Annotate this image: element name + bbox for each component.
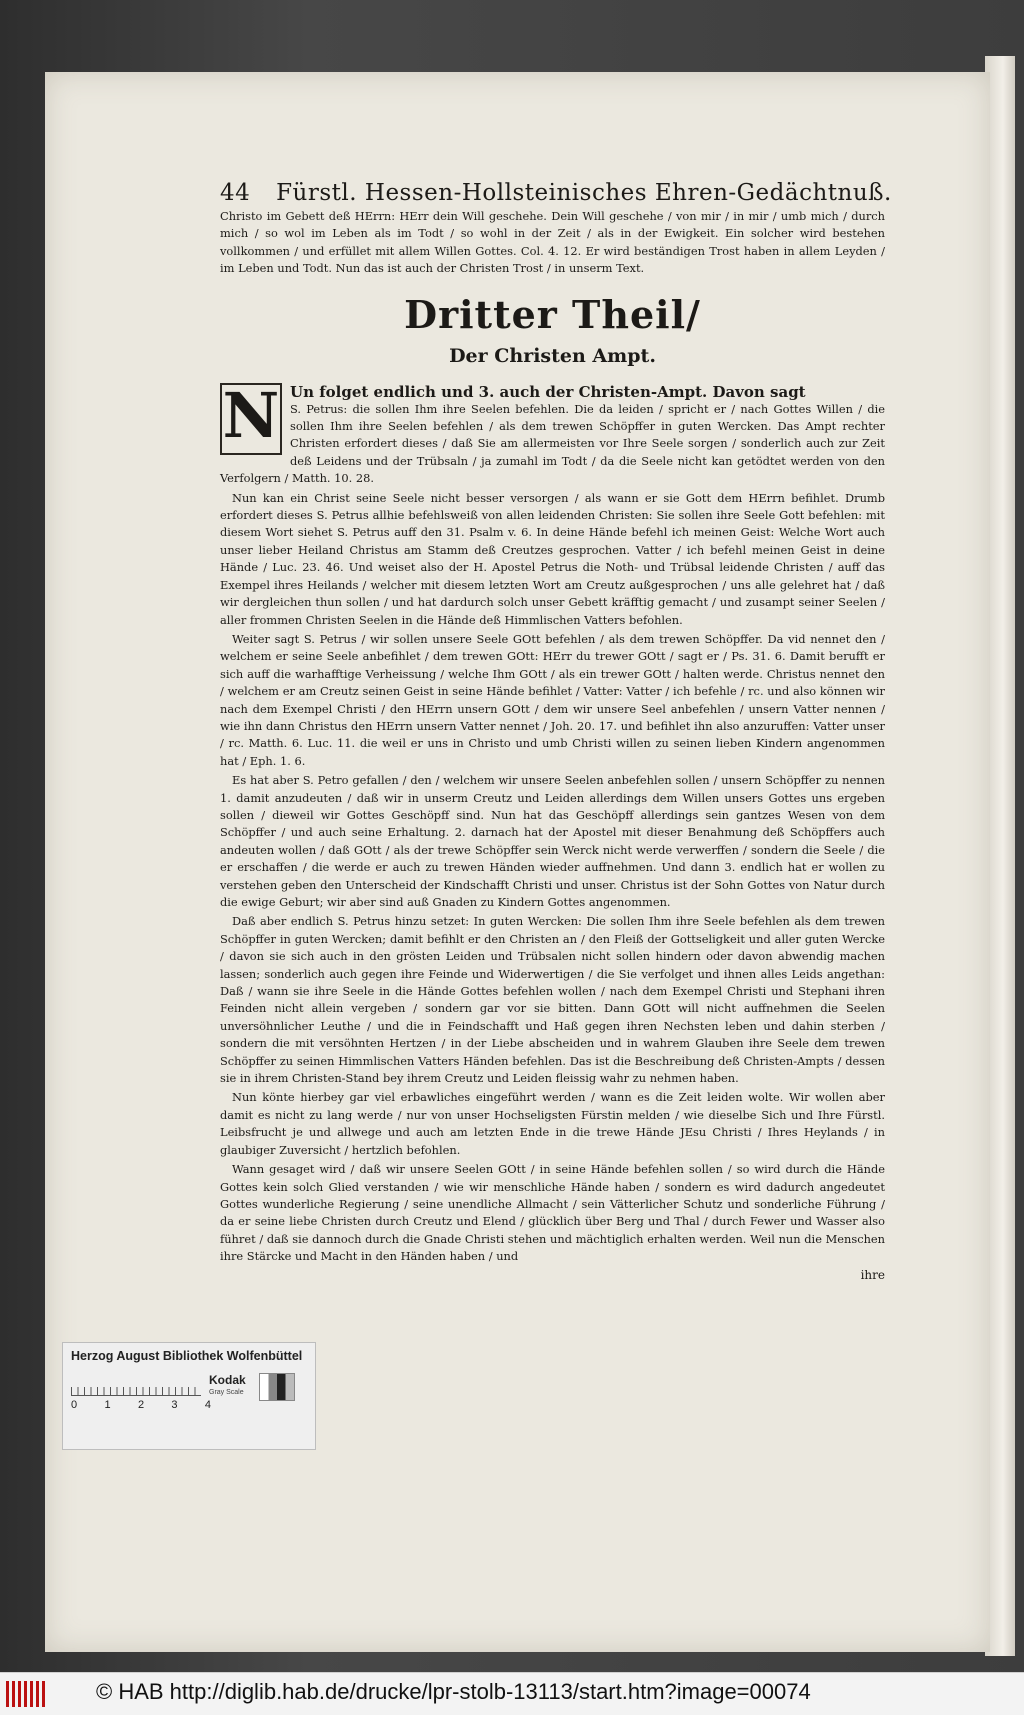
kodak-logo: Kodak <box>209 1373 246 1387</box>
paragraph: Nun könte hierbey gar viel erbawliches eingeführt werden / wann es die Zeit leiden wolte. Wir wollen aber damit es nicht zu lang werde / nur von unser Hochseligsten Fürstin melden / wie dieselbe Sich und Ihre Fürstl. Leibsfrucht je und allwege und auch am letzten Ende in die trewe Hände JEsu Christi / Ihres Heylands / in glaubiger Zuversicht / hertzlich befohlen. <box>220 1090 885 1157</box>
first-paragraph-text: S. Petrus: die sollen Ihm ihre Seelen befehlen. Die da leiden / spricht er / nach Gottes Willen / die sollen Ihm ihre Seelen befehlen / als dem trewen Schöpffer in guten Wercken. Das Ampt rechter Christen erfordert dieses / daß Sie am allermeisten vor Ihre Seele sorgen / sonderlich auch zur Zeit deß Leidens und der Trübsaln / ja zumahl im Todt / da die Seele nicht kan getödtet werden von den Verfolgern / Matth. 10. 28. <box>220 401 885 486</box>
section-subtitle: Der Christen Ampt. <box>449 344 656 367</box>
first-paragraph <box>220 378 885 488</box>
first-line: Un folget endlich und 3. auch der Christen-Ampt. Davon sagt <box>290 382 806 401</box>
page-number: 44 <box>220 180 251 206</box>
ruler-number: 3 <box>171 1399 178 1411</box>
ruler-number: 4 <box>204 1399 211 1411</box>
gray-scale-label: Gray Scale <box>209 1389 244 1396</box>
color-calibration-card <box>62 1342 316 1450</box>
text-block <box>220 180 892 1282</box>
ruler-number: 0 <box>71 1399 78 1411</box>
paragraph: Wann gesaget wird / daß wir unsere Seelen GOtt / in seine Hände befehlen sollen / so wird durch die Hände Gottes kein solch Glied verstanden / wie wir menschliche Hände haben / sondern es wird dadurch angedeutet Gottes wunderliche Regierung / seine unendliche Allmacht / sein Vätterlicher Schutz und sonderliche Führung / da er seine liebe Christen durch Creutz und Elend / glücklich über Berg und Thal / durch Fewer und Wasser also führet / daß sie dannoch durch die Gnade Christi stehen und mächtiglich erhalten werden. Weil nun die Menschen ihre Stärcke und Macht in den Händen haben / und <box>220 1162 885 1264</box>
scale-ruler <box>71 1377 201 1396</box>
library-name: Herzog August Bibliothek Wolfenbüttel <box>71 1349 303 1363</box>
catchword: ihre <box>860 1267 885 1282</box>
running-head-title: Fürstl. Hessen-Hollsteinisches Ehren-Gedächtnuß. <box>276 180 892 206</box>
section-title: Dritter Theil/ <box>404 291 701 337</box>
hab-logo-icon <box>6 1681 46 1707</box>
ruler-numbers <box>71 1399 211 1411</box>
paragraph: Es hat aber S. Petro gefallen / den / welchem wir unsere Seelen anbefehlen sollen / unsern Schöpffer zu nennen 1. damit anzudeuten / daß wir in unserm Creutz und Leiden allerdings dem Willen unsers Gottes uns ergeben sollen / dieweil wir Gottes Geschöpff sind. Nun hat das Geschöpff allerdings sein gantzes Wesen von dem Schöpffer / und auch seine Erhaltung. 2. darnach hat der Apostel mit dieser Benahmung deß Schöpffers auch andeuten wollen / daß GOtt / als der trewe Schöpffer sein Werck nicht werde verwerffen / sondern die Seele / die er erschaffen / die werde er auch zu trewen Händen wieder auffnehmen. Und dann 3. endlich hat er wollen zu verstehen geben den Unterscheid der Kindschafft Christi und unser. Christus ist der Sohn Gottes von Natur durch die ewige Geburt; wir aber sind auß Gnaden zu Kindern Gottes angenommen. <box>220 773 885 909</box>
ruler-number: 1 <box>104 1399 111 1411</box>
running-head <box>220 180 892 206</box>
gray-scale-swatch <box>259 1373 295 1401</box>
ruler-number: 2 <box>137 1399 145 1411</box>
paragraph: Nun kan ein Christ seine Seele nicht besser versorgen / als wann er sie Gott dem HErrn befihlet. Drumb erfordert dieses S. Petrus allhie befehlsweiß von allen leidenden Christen: Sie sollen ihre Seele Gott befehlen: mit diesem Wort siehet S. Petrus auff den 31. Psalm v. 6. In deine Hände befehl ich meinen Geist: Welche Wort auch unser lieber Heiland Christus am Stamm deß Creutzes gesprochen. Vatter / ich befehl meinen Geist in deine Hände / Luc. 23. 46. Und weiset also der H. Apostel Petrus die Noth- und Trübsal leidende Christen / auff das Exempel ihres Heilands / welcher mit diesem letzten Wort am Creutz außgesprochen / uns alle gelehret hat / daß wir dergleichen thun sollen / und hat dardurch solch unser Gebett kräfftig gemacht / und zusampt seiner Seelen / aller frommen Christen Seelen in die Hände deß Himmlischen Vatters befohlen. <box>220 490 885 627</box>
paragraph: Weiter sagt S. Petrus / wir sollen unsere Seele GOtt befehlen / als dem trewen Schöpffer. Da vid nennet den / welchem er seine Seele anbefihlet / dem trewen GOtt: HErr du trewer GOtt / sagt er / Ps. 31. 6. Damit berufft er sich auff die warhafftige Verheissung / welche Ihm GOtt / als ein trewer GOtt / halten werde. Christus nennet den / welchem er am Creutz seinen Geist in seine Hände befihlet / Vatter: Vatter / ich befehle / rc. und also können wir nach dem Exempel Christi / den HErrn unsern GOtt / dem wir unsere Seel anbefehlen / unsern Vatter nennen / wie ihn dann Christus den HErrn unsern Vatter nennet / Joh. 20. 17. und befihlet ihn also anzuruffen: Vatter unser / rc. Matth. 6. Luc. 11. die weil er uns in Christo und umb Christi willen zu seinen lieben Kindern angenommen hat / Eph. 1. 6. <box>220 631 885 768</box>
decorated-initial: N <box>220 383 282 455</box>
paragraph: Daß aber endlich S. Petrus hinzu setzet: In guten Wercken: Die sollen Ihm ihre Seele befehlen als dem trewen Schöpffer in guten Wercken; damit befihlt er den Christen an / den Fleiß der Gottseligkeit und aller guten Wercke / davon sie sich auch in den grösten Leiden und Trübsalen nicht sollen hindern oder davon abwendig machen lassen; sonderlich auch gegen ihre Feinde und Widerwertigen / die Sie verfolget und ihnen alles Leids angethan: Daß / wann sie ihre Seele in die Hände Gottes befehlen wollen / nach dem Exempel Christi und Stephani ihren Feinden nicht allein vergeben / sondern gar vor sie bitten. Dann GOtt will nicht auffnehmen die Seelen unversöhnlicher Leuthe / und die in Feindschafft und Haß gegen ihren Nechsten leben und dahin sterben / sondern die mit versöhnten Hertzen / in der Liebe abscheiden und in wahrem Glauben ihre Seele dem trewen Schöpffer zu seinen Himmlischen Vatters Händen befehlen. Das ist die Beschreibung deß Christen-Ampts / dessen sie in ihrem Christen-Stand bey ihrem Creutz und Leiden fleissig wahr zu nehmen haben. <box>220 914 885 1086</box>
top-paragraph: Christo im Gebett deß HErrn: HErr dein Will geschehe. Dein Will geschehe / von mir / in mir / umb mich / durch mich / so wol im Leben als im Todt / so wohl in der Zeit / als in der Ewigkeit. Ein solcher wird bestehen vollkommen / und erfüllet mit allem Willen Gottes. Col. 4. 12. Er wird beständigen Trost haben in allem Leyden / im Leben und Todt. Nun das ist auch der Christen Trost / in unserm Text. <box>220 209 885 276</box>
copyright-link[interactable]: © HAB http://diglib.hab.de/drucke/lpr-stolb-13113/start.htm?image=00074 <box>96 1679 811 1704</box>
footer-bar <box>0 1672 1024 1715</box>
